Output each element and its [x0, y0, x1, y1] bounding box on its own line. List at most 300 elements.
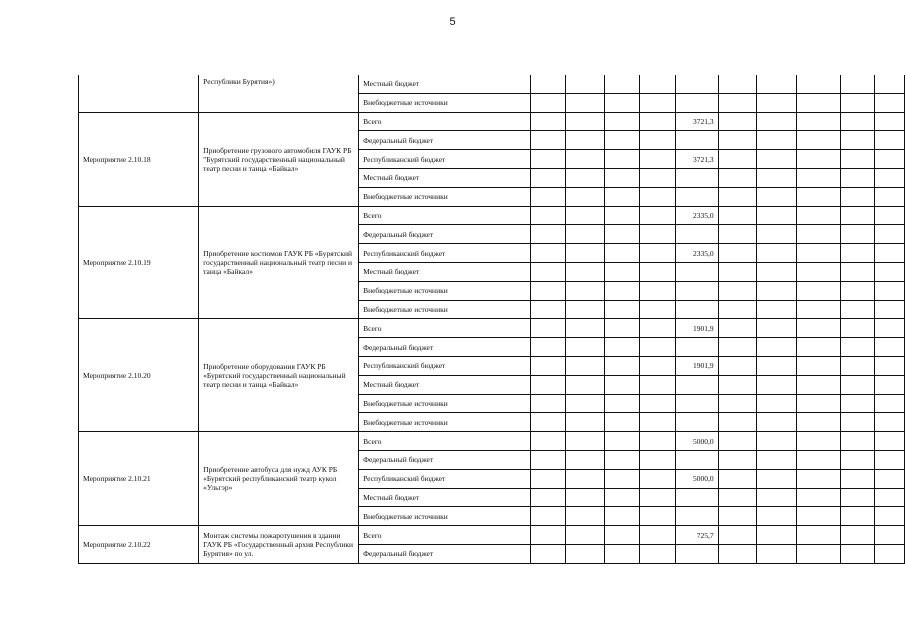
value-cell: [718, 93, 757, 112]
value-cell: [605, 187, 640, 206]
funding-source: Федеральный бюджет: [359, 225, 531, 244]
event-description: Приобретение автобуса для нужд АУК РБ «Бурятский республиканский театр кукол «Ульгэр»: [199, 432, 359, 526]
value-cell: [875, 394, 905, 413]
value-cell: [605, 244, 640, 263]
value-cell: [640, 432, 676, 451]
value-cell: [718, 413, 757, 432]
value-cell: [565, 281, 605, 300]
value-cell: [796, 544, 841, 563]
value-cell: [565, 93, 605, 112]
value-cell: [875, 319, 905, 338]
value-cell: [605, 75, 640, 93]
value-cell: [640, 450, 676, 469]
value-cell: [531, 375, 566, 394]
value-cell: [531, 225, 566, 244]
value-cell: [565, 507, 605, 526]
value-cell: [796, 338, 841, 357]
event-description: Приобретение грузового автомобиля ГАУК РБ "Бурятский государственный национальный театр песни и танца «Байкал»: [199, 112, 359, 206]
value-cell: [605, 450, 640, 469]
value-cell: [796, 356, 841, 375]
funding-source: Внебюджетные источники: [359, 281, 531, 300]
value-cell: 5000,0: [675, 469, 718, 488]
value-cell: [718, 187, 757, 206]
value-cell: [718, 300, 757, 319]
value-cell: [757, 507, 797, 526]
value-cell: [605, 469, 640, 488]
value-cell: [640, 375, 676, 394]
value-cell: [841, 75, 875, 93]
value-cell: [718, 375, 757, 394]
table-row: [79, 526, 905, 545]
funding-source: Внебюджетные источники: [359, 507, 531, 526]
value-cell: [796, 150, 841, 169]
value-cell: [757, 488, 797, 507]
value-cell: [796, 131, 841, 150]
value-cell: [531, 526, 566, 545]
value-cell: [640, 244, 676, 263]
value-cell: [675, 300, 718, 319]
value-cell: [841, 93, 875, 112]
value-cell: [675, 488, 718, 507]
value-cell: [841, 168, 875, 187]
table-row: [79, 112, 905, 131]
value-cell: [718, 432, 757, 451]
funding-source: Внебюджетные источники: [359, 93, 531, 112]
value-cell: [796, 450, 841, 469]
value-cell: [757, 432, 797, 451]
value-cell: [605, 526, 640, 545]
value-cell: [796, 488, 841, 507]
value-cell: [757, 206, 797, 225]
value-cell: [531, 469, 566, 488]
value-cell: [757, 131, 797, 150]
event-name: Мероприятие 2.10.18: [79, 112, 199, 206]
value-cell: [796, 526, 841, 545]
value-cell: [565, 544, 605, 563]
value-cell: [640, 131, 676, 150]
value-cell: [796, 225, 841, 244]
funding-source: Федеральный бюджет: [359, 338, 531, 357]
value-cell: [796, 244, 841, 263]
value-cell: 2335,0: [675, 244, 718, 263]
value-cell: [718, 394, 757, 413]
value-cell: [757, 469, 797, 488]
value-cell: [841, 131, 875, 150]
value-cell: [796, 262, 841, 281]
value-cell: [565, 75, 605, 93]
value-cell: [757, 394, 797, 413]
value-cell: [605, 338, 640, 357]
value-cell: [875, 338, 905, 357]
value-cell: [841, 206, 875, 225]
funding-source: Республиканский бюджет: [359, 469, 531, 488]
funding-source: Федеральный бюджет: [359, 544, 531, 563]
funding-source: Внебюджетные источники: [359, 187, 531, 206]
event-name: Мероприятие 2.10.22: [79, 526, 199, 564]
value-cell: [875, 375, 905, 394]
value-cell: [605, 544, 640, 563]
value-cell: [640, 168, 676, 187]
value-cell: [841, 262, 875, 281]
value-cell: [841, 394, 875, 413]
value-cell: [757, 187, 797, 206]
value-cell: [841, 187, 875, 206]
value-cell: [875, 469, 905, 488]
value-cell: [718, 488, 757, 507]
value-cell: [757, 112, 797, 131]
value-cell: [718, 450, 757, 469]
value-cell: [796, 507, 841, 526]
value-cell: [718, 112, 757, 131]
page-number: 5: [449, 16, 456, 28]
value-cell: [841, 526, 875, 545]
value-cell: [565, 356, 605, 375]
value-cell: [796, 281, 841, 300]
value-cell: [565, 187, 605, 206]
value-cell: [841, 300, 875, 319]
value-cell: [565, 488, 605, 507]
funding-source: Внебюджетные источники: [359, 300, 531, 319]
value-cell: [718, 75, 757, 93]
value-cell: 3721,3: [675, 112, 718, 131]
value-cell: [841, 450, 875, 469]
value-cell: [757, 338, 797, 357]
table-row: [79, 206, 905, 225]
value-cell: [796, 168, 841, 187]
funding-source: Местный бюджет: [359, 262, 531, 281]
value-cell: [675, 544, 718, 563]
value-cell: [875, 112, 905, 131]
funding-source: Всего: [359, 206, 531, 225]
table-row: [79, 432, 905, 451]
value-cell: [531, 150, 566, 169]
value-cell: [531, 281, 566, 300]
value-cell: [640, 75, 676, 93]
value-cell: [565, 450, 605, 469]
value-cell: [757, 150, 797, 169]
value-cell: [531, 93, 566, 112]
value-cell: [757, 356, 797, 375]
value-cell: [718, 262, 757, 281]
value-cell: [531, 75, 566, 93]
value-cell: [605, 281, 640, 300]
value-cell: [640, 338, 676, 357]
value-cell: [875, 93, 905, 112]
value-cell: [531, 300, 566, 319]
funding-source: Внебюджетные источники: [359, 394, 531, 413]
value-cell: [718, 168, 757, 187]
value-cell: [757, 262, 797, 281]
value-cell: [875, 75, 905, 93]
value-cell: [605, 300, 640, 319]
value-cell: 3721,3: [675, 150, 718, 169]
value-cell: [605, 394, 640, 413]
value-cell: [841, 356, 875, 375]
value-cell: [605, 319, 640, 338]
value-cell: [757, 225, 797, 244]
value-cell: [531, 262, 566, 281]
value-cell: [675, 450, 718, 469]
table-row: [79, 75, 905, 93]
value-cell: [796, 375, 841, 394]
funding-source: Всего: [359, 432, 531, 451]
value-cell: [841, 375, 875, 394]
value-cell: [841, 112, 875, 131]
event-name: Мероприятие 2.10.20: [79, 319, 199, 432]
value-cell: [718, 338, 757, 357]
funding-source: Местный бюджет: [359, 488, 531, 507]
value-cell: [675, 413, 718, 432]
value-cell: [605, 356, 640, 375]
value-cell: [841, 338, 875, 357]
value-cell: [675, 394, 718, 413]
funding-source: Всего: [359, 526, 531, 545]
value-cell: [718, 507, 757, 526]
value-cell: [565, 526, 605, 545]
value-cell: [640, 488, 676, 507]
value-cell: [675, 507, 718, 526]
value-cell: [718, 281, 757, 300]
value-cell: [718, 225, 757, 244]
value-cell: [757, 93, 797, 112]
value-cell: 1901,9: [675, 319, 718, 338]
funding-source: Всего: [359, 319, 531, 338]
value-cell: [841, 413, 875, 432]
value-cell: [565, 413, 605, 432]
value-cell: [757, 281, 797, 300]
value-cell: [875, 432, 905, 451]
event-name: Мероприятие 2.10.21: [79, 432, 199, 526]
value-cell: [675, 75, 718, 93]
value-cell: [605, 432, 640, 451]
value-cell: [875, 507, 905, 526]
event-description: Приобретение оборудования ГАУК РБ «Бурятский государственный национальный театр песни и танца «Байкал»: [199, 319, 359, 432]
table-row: [79, 319, 905, 338]
value-cell: [531, 168, 566, 187]
value-cell: [565, 112, 605, 131]
value-cell: [841, 281, 875, 300]
value-cell: [531, 131, 566, 150]
value-cell: [531, 206, 566, 225]
funding-source: Внебюджетные источники: [359, 413, 531, 432]
value-cell: [531, 432, 566, 451]
value-cell: [640, 93, 676, 112]
funding-source: Федеральный бюджет: [359, 131, 531, 150]
value-cell: [718, 356, 757, 375]
value-cell: [875, 544, 905, 563]
value-cell: [875, 206, 905, 225]
value-cell: [565, 338, 605, 357]
value-cell: [640, 262, 676, 281]
value-cell: [565, 244, 605, 263]
value-cell: [531, 544, 566, 563]
value-cell: [875, 450, 905, 469]
value-cell: [605, 206, 640, 225]
value-cell: [675, 338, 718, 357]
value-cell: [675, 281, 718, 300]
value-cell: [757, 168, 797, 187]
event-description: Монтаж системы пожаротушения в здании ГАУК РБ «Государственный архив Республики Бурятия» по ул.: [199, 526, 359, 564]
value-cell: [640, 150, 676, 169]
value-cell: [640, 394, 676, 413]
value-cell: [875, 300, 905, 319]
value-cell: [640, 206, 676, 225]
value-cell: [875, 187, 905, 206]
value-cell: [796, 319, 841, 338]
description-cell: Республики Бурятия»): [199, 75, 359, 112]
value-cell: [841, 244, 875, 263]
event-description: Приобретение костюмов ГАУК РБ «Бурятский государственный национальный театр песни и танца «Байкал»: [199, 206, 359, 319]
value-cell: [875, 488, 905, 507]
value-cell: [875, 168, 905, 187]
value-cell: [605, 262, 640, 281]
value-cell: [640, 507, 676, 526]
value-cell: [841, 544, 875, 563]
value-cell: [796, 75, 841, 93]
value-cell: 2335,0: [675, 206, 718, 225]
value-cell: [675, 262, 718, 281]
value-cell: [640, 356, 676, 375]
value-cell: [640, 187, 676, 206]
value-cell: [675, 131, 718, 150]
value-cell: [640, 319, 676, 338]
value-cell: [875, 526, 905, 545]
value-cell: [875, 413, 905, 432]
value-cell: [796, 187, 841, 206]
value-cell: [565, 168, 605, 187]
value-cell: [531, 507, 566, 526]
value-cell: 5000,0: [675, 432, 718, 451]
value-cell: [875, 244, 905, 263]
value-cell: [605, 413, 640, 432]
value-cell: [531, 244, 566, 263]
funding-source: Республиканский бюджет: [359, 150, 531, 169]
value-cell: [718, 131, 757, 150]
value-cell: [796, 469, 841, 488]
value-cell: [565, 432, 605, 451]
value-cell: [841, 432, 875, 451]
value-cell: [875, 281, 905, 300]
value-cell: [875, 150, 905, 169]
value-cell: [640, 526, 676, 545]
value-cell: [757, 300, 797, 319]
funding-source: Местный бюджет: [359, 75, 531, 93]
value-cell: [875, 356, 905, 375]
value-cell: [875, 225, 905, 244]
value-cell: [841, 319, 875, 338]
value-cell: [565, 319, 605, 338]
value-cell: 1901,9: [675, 356, 718, 375]
value-cell: [718, 526, 757, 545]
value-cell: [675, 225, 718, 244]
value-cell: [796, 413, 841, 432]
event-cell: [79, 75, 199, 112]
value-cell: [757, 544, 797, 563]
value-cell: [796, 206, 841, 225]
value-cell: [757, 375, 797, 394]
budget-table: [78, 75, 905, 564]
value-cell: [757, 526, 797, 545]
value-cell: [640, 225, 676, 244]
funding-source: Республиканский бюджет: [359, 244, 531, 263]
value-cell: [718, 544, 757, 563]
value-cell: [841, 469, 875, 488]
value-cell: [565, 300, 605, 319]
value-cell: [875, 262, 905, 281]
value-cell: [640, 413, 676, 432]
value-cell: [796, 432, 841, 451]
value-cell: [757, 244, 797, 263]
value-cell: [531, 488, 566, 507]
value-cell: [605, 131, 640, 150]
value-cell: [565, 394, 605, 413]
value-cell: [757, 75, 797, 93]
value-cell: [531, 112, 566, 131]
value-cell: [640, 112, 676, 131]
value-cell: 725,7: [675, 526, 718, 545]
value-cell: [565, 262, 605, 281]
value-cell: [531, 187, 566, 206]
funding-source: Республиканский бюджет: [359, 356, 531, 375]
event-name: Мероприятие 2.10.19: [79, 206, 199, 319]
value-cell: [796, 300, 841, 319]
value-cell: [565, 375, 605, 394]
value-cell: [875, 131, 905, 150]
funding-source: Федеральный бюджет: [359, 450, 531, 469]
value-cell: [796, 394, 841, 413]
value-cell: [796, 112, 841, 131]
funding-source: Всего: [359, 112, 531, 131]
value-cell: [675, 187, 718, 206]
value-cell: [718, 206, 757, 225]
value-cell: [605, 112, 640, 131]
value-cell: [841, 150, 875, 169]
funding-source: Местный бюджет: [359, 375, 531, 394]
value-cell: [757, 319, 797, 338]
value-cell: [718, 319, 757, 338]
value-cell: [605, 507, 640, 526]
value-cell: [640, 281, 676, 300]
value-cell: [718, 244, 757, 263]
value-cell: [565, 131, 605, 150]
value-cell: [757, 450, 797, 469]
value-cell: [605, 93, 640, 112]
value-cell: [718, 150, 757, 169]
value-cell: [841, 507, 875, 526]
value-cell: [565, 206, 605, 225]
value-cell: [605, 375, 640, 394]
value-cell: [675, 93, 718, 112]
funding-source: Местный бюджет: [359, 168, 531, 187]
value-cell: [531, 338, 566, 357]
value-cell: [531, 356, 566, 375]
value-cell: [718, 469, 757, 488]
value-cell: [640, 544, 676, 563]
value-cell: [640, 469, 676, 488]
value-cell: [757, 413, 797, 432]
value-cell: [841, 225, 875, 244]
value-cell: [675, 168, 718, 187]
value-cell: [531, 319, 566, 338]
value-cell: [531, 394, 566, 413]
value-cell: [531, 413, 566, 432]
value-cell: [605, 150, 640, 169]
value-cell: [675, 375, 718, 394]
value-cell: [565, 469, 605, 488]
value-cell: [605, 168, 640, 187]
value-cell: [605, 488, 640, 507]
value-cell: [841, 488, 875, 507]
